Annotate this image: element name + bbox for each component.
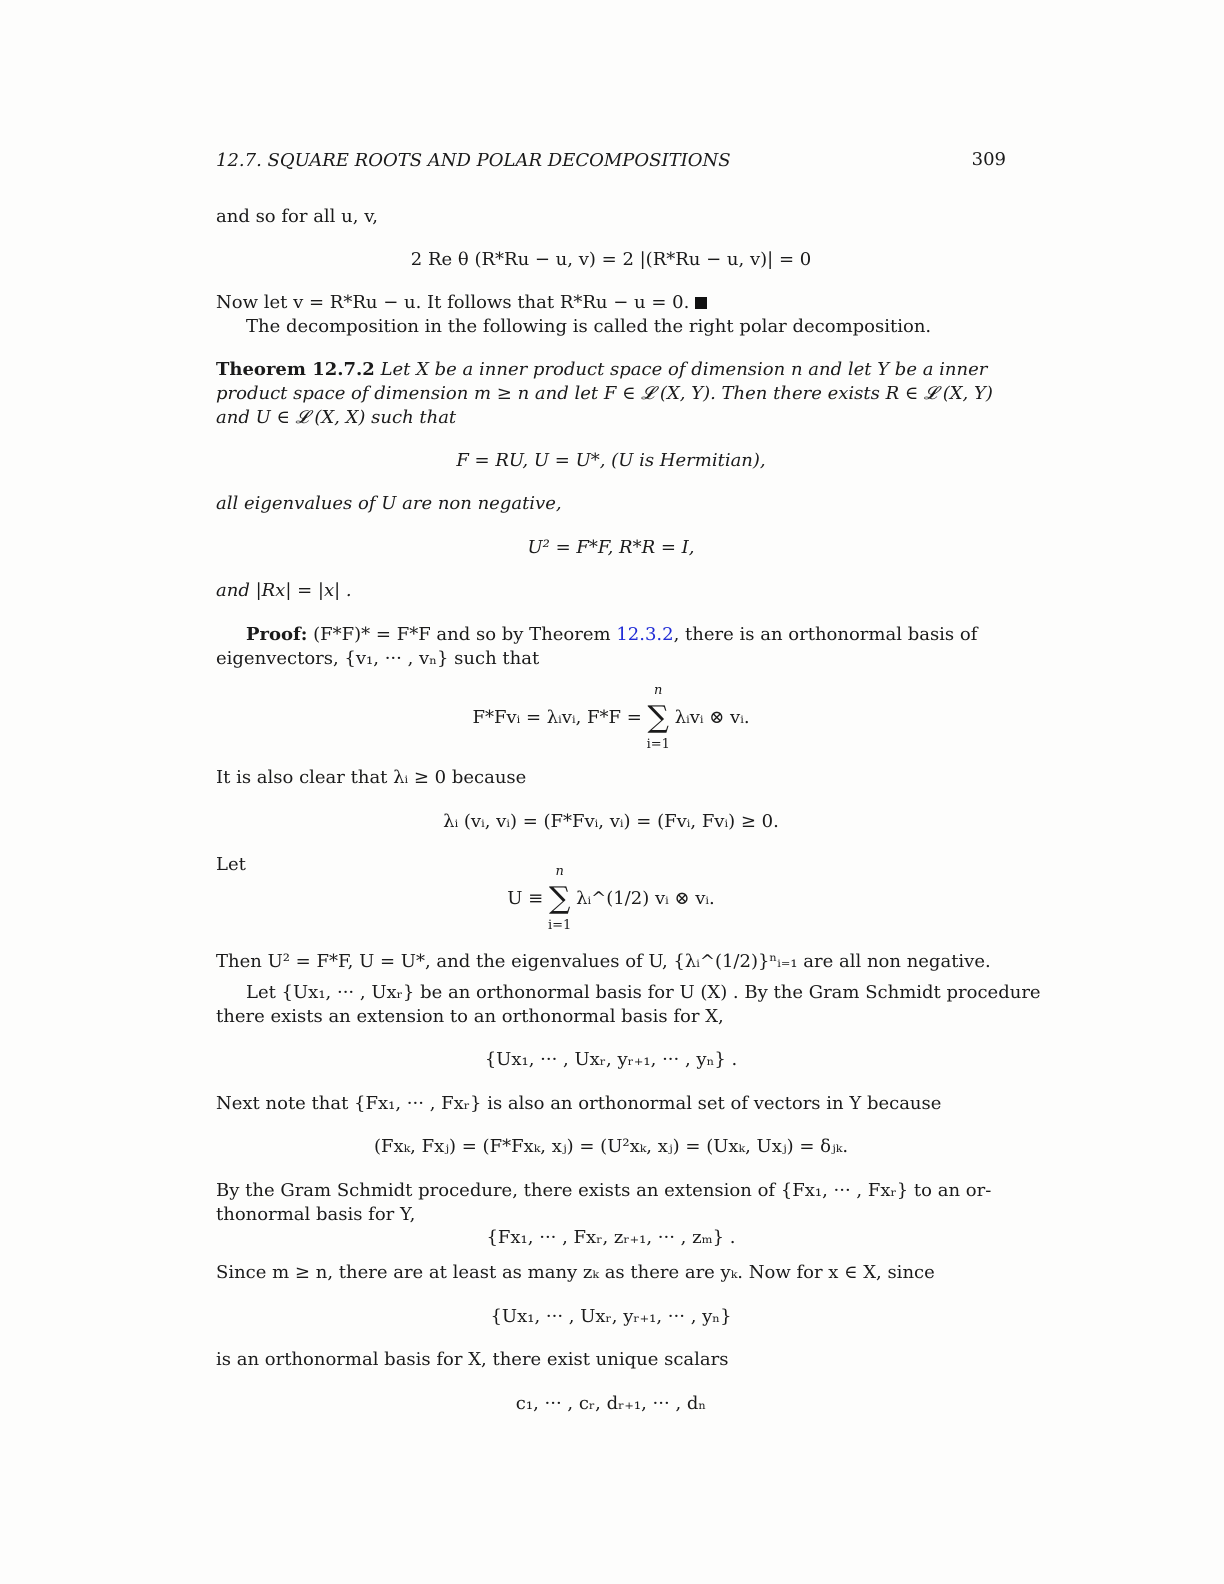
equation-part: F*Fvᵢ = λᵢvᵢ, F*F = — [472, 707, 642, 728]
display-equation: F = RU, U = U*, (U is Hermitian), — [456, 450, 766, 471]
text-line: and so for all u, v, — [216, 206, 378, 227]
text-line: It is also clear that λᵢ ≥ 0 because — [216, 767, 527, 788]
text-line: product space of dimension m ≥ n and let F ∈ 𝓛 (X, Y). Then there exists R ∈ 𝓛 (X, Y) — [216, 383, 993, 404]
summation-sign: ∑ n i=1 — [648, 706, 669, 730]
text-line: and U ∈ 𝓛 (X, X) such that — [216, 407, 457, 428]
display-equation — [216, 683, 1006, 752]
display-equation: λᵢ (vᵢ, vᵢ) = (F*Fvᵢ, vᵢ) = (Fvᵢ, Fvᵢ) ≥ 0. — [443, 811, 779, 832]
text-line: Let — [216, 854, 246, 875]
proof-label: Proof: — [246, 624, 308, 645]
running-header: 12.7. SQUARE ROOTS AND POLAR DECOMPOSITIONS — [216, 150, 731, 171]
theorem-label: Theorem 12.7.2 — [216, 359, 375, 380]
qed-square-icon — [695, 297, 707, 309]
text-span: Now let v = R*Ru − u. It follows that R*Ru − u = 0. — [216, 292, 690, 313]
equation-part: λᵢ^(1/2) vᵢ ⊗ vᵢ. — [576, 888, 715, 909]
summation-upper: n — [654, 683, 663, 698]
text-line: eigenvectors, {v₁, ··· , vₙ} such that — [216, 648, 540, 669]
text-line: thonormal basis for Y, — [216, 1204, 416, 1225]
summation-lower: i=1 — [547, 918, 572, 933]
text-line: The decomposition in the following is called the right polar decomposition. — [246, 316, 932, 337]
display-equation: U² = F*F, R*R = I, — [527, 537, 695, 558]
text-span: , there is an orthonormal basis of — [673, 624, 978, 645]
display-equation: c₁, ··· , cᵣ, dᵣ₊₁, ··· , dₙ — [515, 1393, 707, 1414]
display-equation: {Ux₁, ··· , Uxᵣ, yᵣ₊₁, ··· , yₙ} — [490, 1306, 732, 1327]
summation-lower: i=1 — [646, 737, 670, 752]
text-line: Since m ≥ n, there are at least as many zₖ as there are yₖ. Now for x ∈ X, since — [216, 1262, 935, 1283]
equation-part: λᵢvᵢ ⊗ vᵢ. — [674, 707, 750, 728]
theorem-reference-link[interactable]: 12.3.2 — [616, 624, 674, 645]
equation-part: U ≡ — [507, 888, 544, 909]
theorem-statement — [216, 358, 1006, 382]
text-line: Let {Ux₁, ··· , Uxᵣ} be an orthonormal basis for U (X) . By the Gram Schmidt procedure — [246, 982, 1041, 1003]
text-line — [216, 291, 1006, 315]
text-line: Then U² = F*F, U = U*, and the eigenvalues of U, {λᵢ^(1/2)}ⁿᵢ₌₁ are all non negative. — [216, 951, 991, 972]
text-line: there exists an extension to an orthonormal basis for X, — [216, 1006, 724, 1027]
text-span: Let X be a inner product space of dimension n and let Y be a inner — [380, 359, 988, 380]
text-span: (F*F)* = F*F and so by Theorem — [313, 624, 611, 645]
text-line: is an orthonormal basis for X, there exist unique scalars — [216, 1349, 729, 1370]
text-line: and |Rx| = |x| . — [216, 580, 352, 601]
display-equation: {Fx₁, ··· , Fxᵣ, zᵣ₊₁, ··· , zₘ} . — [486, 1227, 736, 1248]
summation-sign: ∑ n i=1 — [549, 887, 570, 911]
display-equation: {Ux₁, ··· , Uxᵣ, yᵣ₊₁, ··· , yₙ} . — [484, 1049, 738, 1070]
text-line: Next note that {Fx₁, ··· , Fxᵣ} is also an orthonormal set of vectors in Y because — [216, 1093, 942, 1114]
display-equation: (Fxₖ, Fxⱼ) = (F*Fxₖ, xⱼ) = (U²xₖ, xⱼ) = (Uxₖ, Uxⱼ) = δⱼₖ. — [373, 1136, 849, 1157]
summation-upper: n — [555, 864, 564, 879]
display-equation: 2 Re θ (R*Ru − u, v) = 2 |(R*Ru − u, v)| = 0 — [410, 249, 812, 270]
proof-start — [216, 623, 1006, 647]
text-line: By the Gram Schmidt procedure, there exists an extension of {Fx₁, ··· , Fxᵣ} to an or- — [216, 1180, 992, 1201]
page-number: 309 — [971, 149, 1006, 170]
text-line: all eigenvalues of U are non negative, — [216, 493, 562, 514]
